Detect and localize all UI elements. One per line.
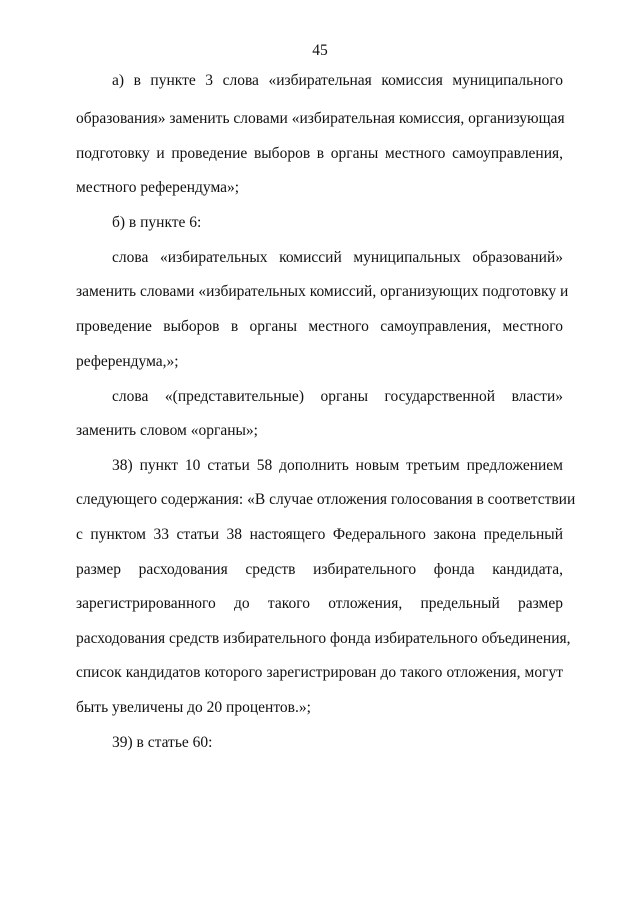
text-line: заменить словом «органы»; xyxy=(76,422,258,439)
text-line: проведение выборов в органы местного самоуправления, местного xyxy=(76,318,563,335)
text-line: подготовку и проведение выборов в органы местного самоуправления, xyxy=(76,145,563,162)
text-line: б) в пункте 6: xyxy=(112,214,202,231)
page-number: 45 xyxy=(312,42,328,59)
text-line: следующего содержания: «В случае отложения голосования в соответствии xyxy=(76,491,576,508)
text-line: быть увеличены до 20 процентов.»; xyxy=(76,699,311,716)
text-line: расходования средств избирательного фонда избирательного объединения, xyxy=(76,630,571,647)
text-line: заменить словами «избирательных комиссий, организующих подготовку и xyxy=(76,283,569,300)
text-line: 39) в статье 60: xyxy=(112,734,213,751)
text-line: местного референдума»; xyxy=(76,179,240,196)
text-line: слова «избирательных комиссий муниципальных образований» xyxy=(112,249,563,266)
text-line: размер расходования средств избирательного фонда кандидата, xyxy=(76,561,563,578)
text-line: а) в пункте 3 слова «избирательная комиссия муниципального xyxy=(112,72,563,89)
text-line: образования» заменить словами «избирательная комиссия, организующая xyxy=(76,110,565,127)
text-line: референдума,»; xyxy=(76,353,179,370)
text-line: с пунктом 33 статьи 38 настоящего Федерального закона предельный xyxy=(76,526,563,543)
text-line: зарегистрированного до такого отложения, предельный размер xyxy=(76,595,563,612)
text-line: список кандидатов которого зарегистрирован до такого отложения, могут xyxy=(76,664,563,681)
text-line: слова «(представительные) органы государственной власти» xyxy=(112,388,563,405)
text-line: 38) пункт 10 статьи 58 дополнить новым третьим предложением xyxy=(112,457,563,474)
